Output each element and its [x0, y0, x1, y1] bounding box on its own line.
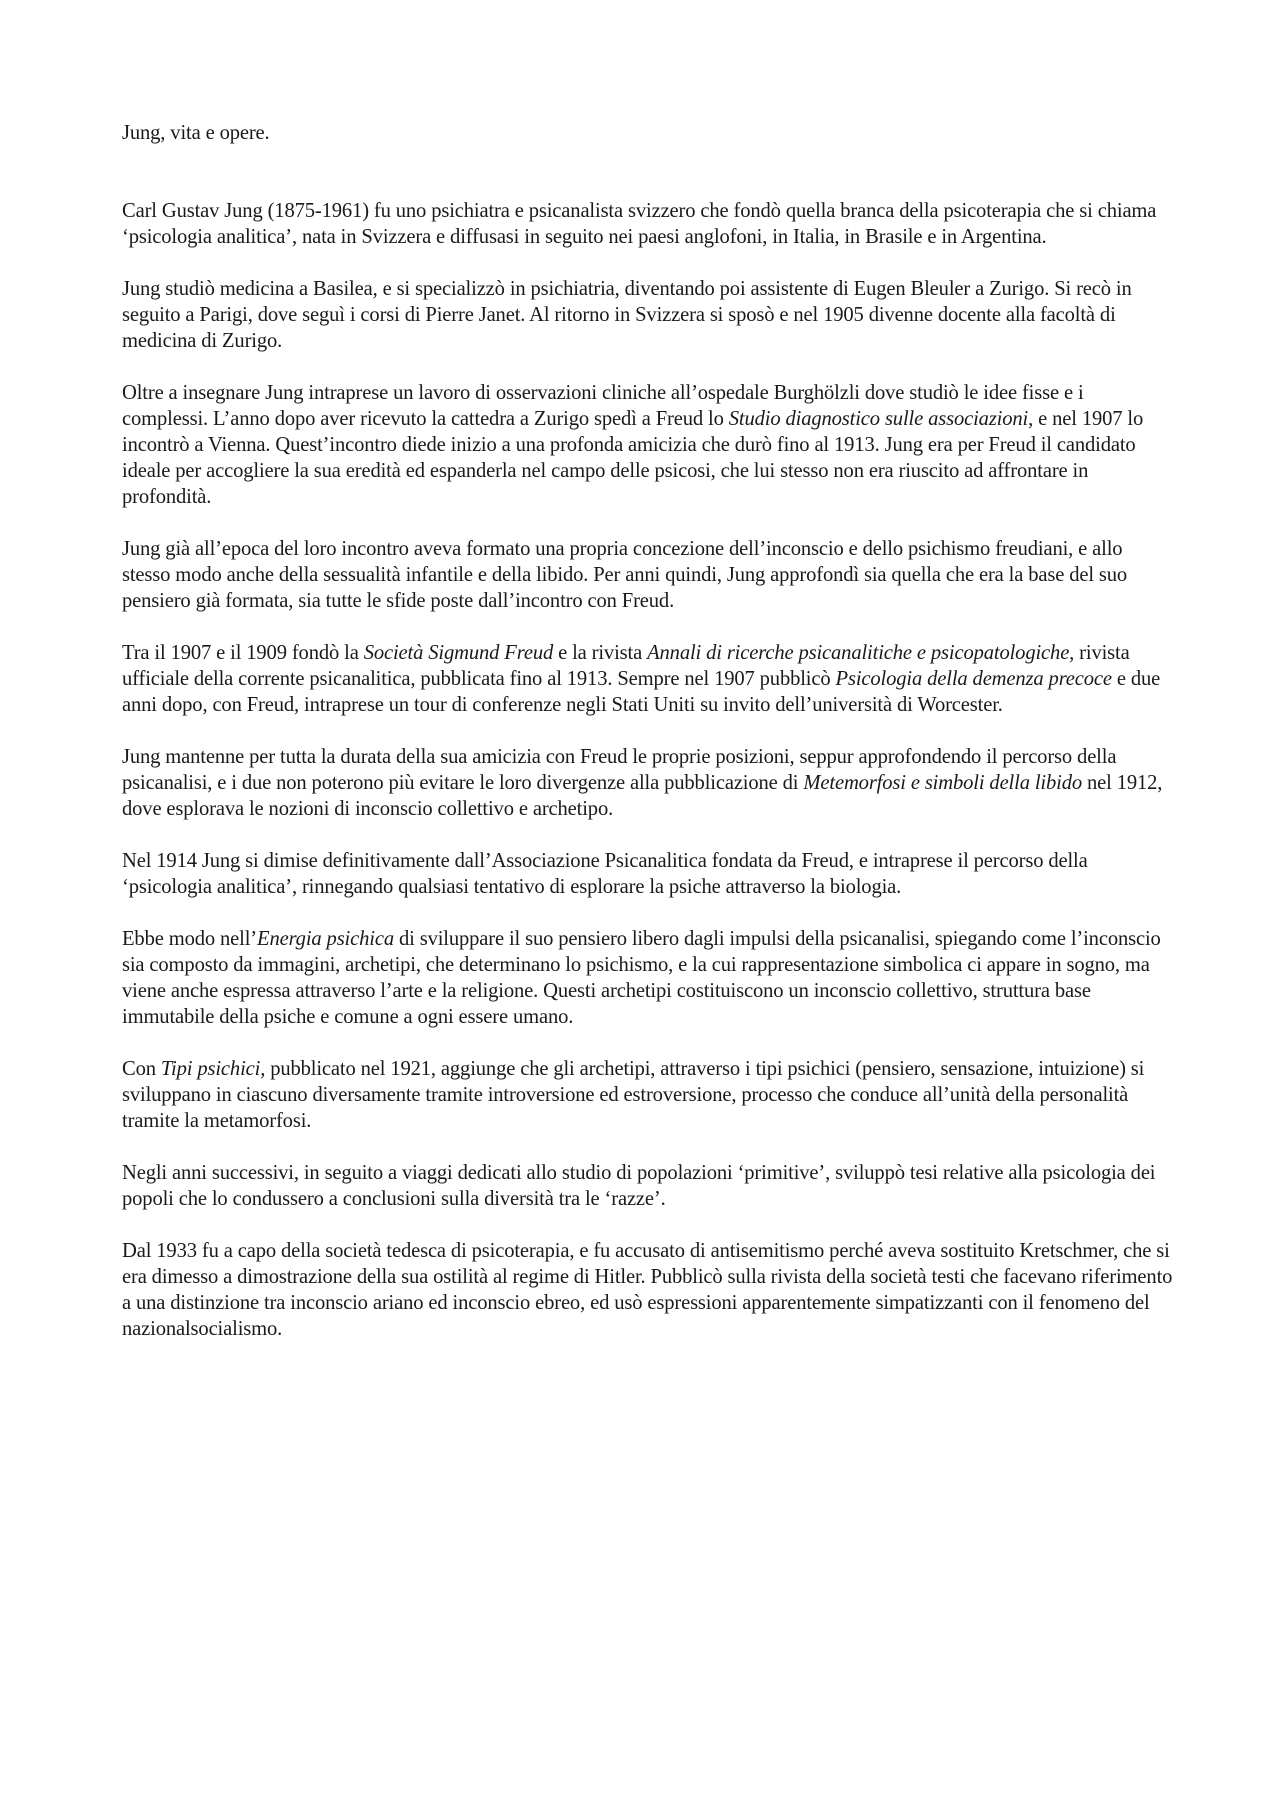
italic-title: Studio diagnostico sulle associazioni: [728, 408, 1029, 430]
text-run: Oltre a insegnare Jung intraprese un lavoro di osservazioni cliniche all’ospedale Burghölzli dove studiò le idee fisse e i complessi. L’anno dopo aver ricevuto la cattedra a Zurigo spedì a Freud lo: [122, 382, 1084, 430]
italic-title: Energia psichica: [257, 928, 394, 950]
paragraph-p8: [122, 926, 1174, 1030]
paragraph-p4: [122, 536, 1174, 614]
paragraph-p11: [122, 1238, 1174, 1342]
text-run: Ebbe modo nell’: [122, 928, 258, 950]
text-run: Dal 1933 fu a capo della società tedesca di psicoterapia, e fu accusato di antisemitismo perché aveva sostituito Kretschmer, che si era dimesso a dimostrazione della sua ostilità al regime di Hitler. Pubblicò sulla rivista della società testi che facevano riferimento a una distinzione tra inconscio ariano ed inconscio ebreo, ed usò espressioni apparentemente simpatizzanti con il fenomeno del nazionalsocialismo.: [122, 1240, 1173, 1340]
text-run: di sviluppare il suo pensiero libero dagli impulsi della psicanalisi, spiegando come l’inconscio sia composto da immagini, archetipi, che determinano lo psichismo, e la cui rappresentazione simbolica ci appare in sogno, ma viene anche espressa attraverso l’arte e la religione. Questi archetipi costituiscono un inconscio collettivo, struttura base immutabile della psiche e comune a ogni essere umano.: [122, 928, 1161, 1028]
text-run: pubblicato nel 1921, aggiunge che gli archetipi, attraverso i tipi psichici (pensiero, sensazione, intuizione) si sviluppano in ciascuno diversamente tramite introversione ed estroversione, processo che conduce all’unità della personalità tramite la metamorfosi.: [122, 1058, 1145, 1132]
italic-title: Tipi psichici,: [160, 1058, 266, 1080]
italic-title: Società Sigmund Freud: [363, 642, 554, 664]
document-page: [122, 120, 1174, 1368]
text-run: rivista ufficiale della corrente psicanalitica, pubblicata fino al 1913. Sempre nel 1907 pubblicò: [122, 642, 1130, 690]
text-run: e la rivista: [553, 642, 648, 664]
italic-title: Annali di ricerche psicanalitiche e psicopatologiche,: [647, 642, 1075, 664]
text-run: , e nel 1907 lo incontrò a Vienna. Quest’incontro diede inizio a una profonda amicizia che durò fino al 1913. Jung era per Freud il candidato ideale per accogliere la sua eredità ed espanderla nel campo delle psicosi, che lui stesso non era riuscito ad affrontare in profondità.: [122, 408, 1144, 508]
paragraph-p3: [122, 380, 1174, 510]
text-run: Negli anni successivi, in seguito a viaggi dedicati allo studio di popolazioni ‘primitive’, sviluppò tesi relative alla psicologia dei popoli che lo condussero a conclusioni sulla diversità tra le ‘razze’.: [122, 1162, 1156, 1210]
document-body: [122, 198, 1174, 1342]
paragraph-p2: [122, 276, 1174, 354]
paragraph-p5: [122, 640, 1174, 718]
paragraph-p10: [122, 1160, 1174, 1212]
italic-title: Psicologia della demenza precoce: [835, 668, 1112, 690]
text-run: e due anni dopo, con Freud, intraprese un tour di conferenze negli Stati Uniti su invito dell’università di Worcester.: [122, 668, 1161, 716]
text-run: Jung studiò medicina a Basilea, e si specializzò in psichiatria, diventando poi assistente di Eugen Bleuler a Zurigo. Si recò in seguito a Parigi, dove seguì i corsi di Pierre Janet. Al ritorno in Svizzera si sposò e nel 1905 divenne docente alla facoltà di medicina di Zurigo.: [122, 278, 1132, 352]
text-run: Jung già all’epoca del loro incontro aveva formato una propria concezione dell’inconscio e dello psichismo freudiani, e allo stesso modo anche della sessualità infantile e della libido. Per anni quindi, Jung approfondì sia quella che era la base del suo pensiero già formata, sia tutte le sfide poste dall’incontro con Freud.: [122, 538, 1128, 612]
text-run: nel 1912, dove esplorava le nozioni di inconscio collettivo e archetipo.: [122, 772, 1163, 820]
paragraph-p7: [122, 848, 1174, 900]
document-title: Jung, vita e opere.: [122, 122, 270, 144]
text-run: Carl Gustav Jung (1875-1961) fu uno psichiatra e psicanalista svizzero che fondò quella branca della psicoterapia che si chiama ‘psicologia analitica’, nata in Svizzera e diffusasi in seguito nei paesi anglofoni, in Italia, in Brasile e in Argentina.: [122, 200, 1157, 248]
paragraph-p9: [122, 1056, 1174, 1134]
italic-title: Metemorfosi e simboli della libido: [803, 772, 1082, 794]
paragraph-p6: [122, 744, 1174, 822]
text-run: Jung mantenne per tutta la durata della sua amicizia con Freud le proprie posizioni, seppur approfondendo il percorso della psicanalisi, e i due non poterono più evitare le loro divergenze alla pubblicazione di: [122, 746, 1117, 794]
text-run: Tra il 1907 e il 1909 fondò la: [122, 642, 364, 664]
paragraph-p1: [122, 198, 1174, 250]
text-run: Con: [122, 1058, 161, 1080]
text-run: Nel 1914 Jung si dimise definitivamente dall’Associazione Psicanalitica fondata da Freud, e intraprese il percorso della ‘psicologia analitica’, rinnegando qualsiasi tentativo di esplorare la psiche attraverso la biologia.: [122, 850, 1088, 898]
